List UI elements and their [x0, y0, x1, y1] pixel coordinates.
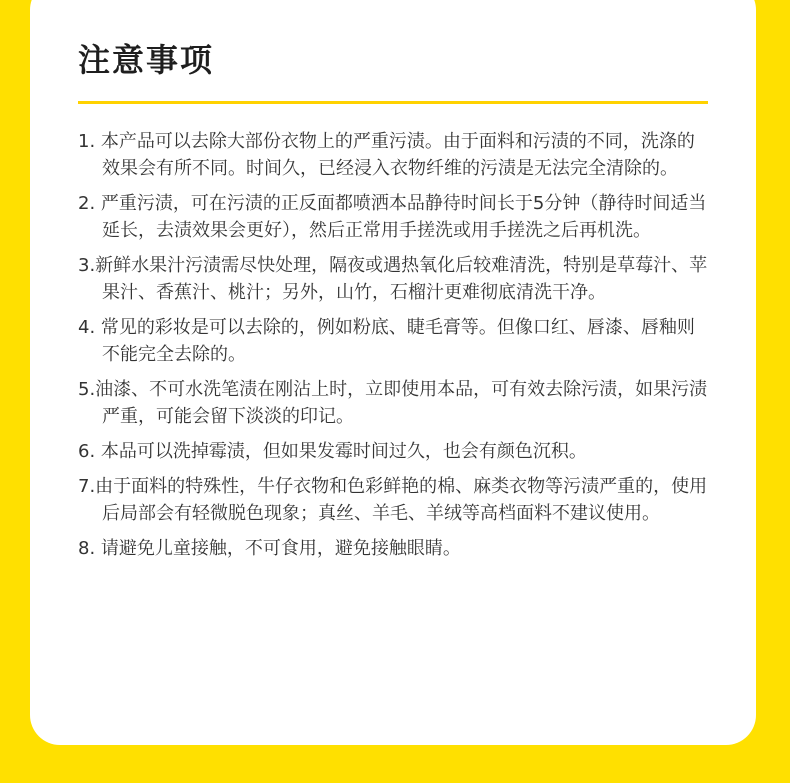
notice-item: 1. 本产品可以去除大部份衣物上的严重污渍。由于面料和污渍的不同，洗涤的效果会有所不同。时间久，已经浸入衣物纤维的污渍是无法完全清除的。 — [78, 131, 695, 179]
notice-item: 8. 请避免儿童接触，不可食用，避免接触眼睛。 — [78, 538, 461, 559]
notice-item: 2. 严重污渍，可在污渍的正反面都喷洒本品静待时间长于5分钟（静待时间适当延长，去渍效果会更好），然后正常用手搓洗或用手搓洗之后再机洗。 — [78, 193, 707, 241]
page-title: 注意事项 — [78, 41, 215, 79]
title-divider — [78, 101, 708, 104]
notice-card — [30, 0, 756, 745]
notice-item: 7.由于面料的特殊性，牛仔衣物和色彩鲜艳的棉、麻类衣物等污渍严重的，使用后局部会有轻微脱色现象；真丝、羊毛、羊绒等高档面料不建议使用。 — [78, 476, 708, 524]
notice-item: 5.油漆、不可水洗笔渍在刚沾上时，立即使用本品，可有效去除污渍，如果污渍严重，可能会留下淡淡的印记。 — [78, 379, 708, 427]
notice-item: 3.新鲜水果汁污渍需尽快处理，隔夜或遇热氧化后较难清洗，特别是草莓汁、苹果汁、香蕉汁、桃汁；另外，山竹，石榴汁更难彻底清洗干净。 — [78, 255, 708, 303]
notice-item: 4. 常见的彩妆是可以去除的，例如粉底、睫毛膏等。但像口红、唇漆、唇釉则不能完全去除的。 — [78, 317, 695, 365]
notice-item: 6. 本品可以洗掉霉渍，但如果发霉时间过久，也会有颜色沉积。 — [78, 441, 587, 462]
notice-list — [78, 128, 712, 570]
